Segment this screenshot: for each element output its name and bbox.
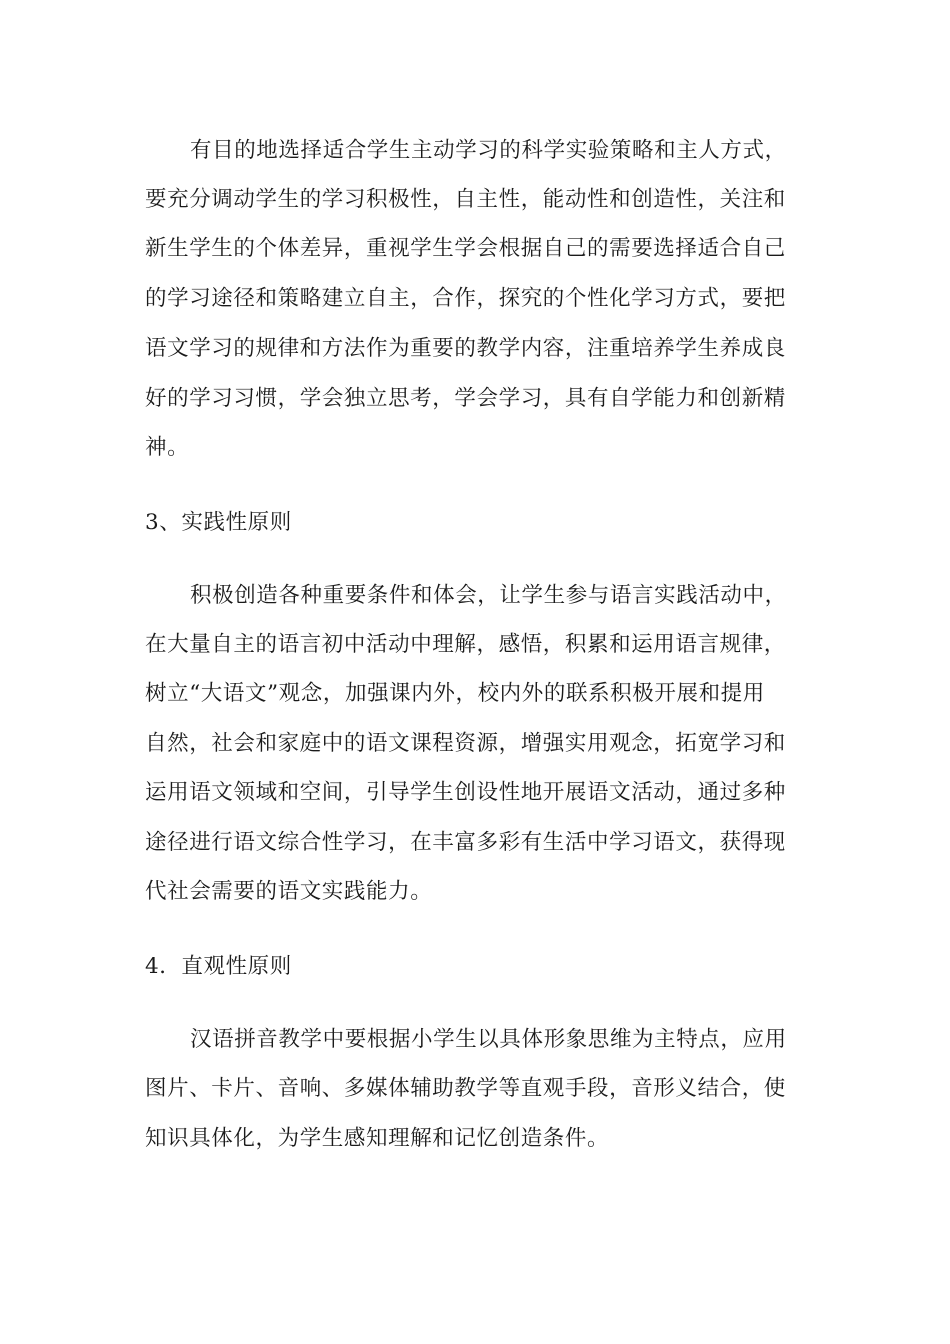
text-line: 树立“大语文”观念，加强课内外，校内外的联系积极开展和提用 (145, 681, 765, 706)
text-line: 代社会需要的语文实践能力。 (145, 879, 433, 904)
section-heading-intuitive: 4．直观性原则 (145, 954, 292, 979)
text-line: 要充分调动学生的学习积极性，自主性，能动性和创造性，关注和 (145, 187, 786, 212)
text-line: 运用语文领域和空间，引导学生创设性地开展语文活动，通过多种 (145, 780, 786, 805)
text-line: 新生学生的个体差异，重视学生学会根据自己的需要选择适合自己 (145, 236, 786, 261)
text-line: 图片、卡片、音响、多媒体辅助教学等直观手段，音形义结合，使 (145, 1076, 786, 1101)
text-line: 汉语拼音教学中要根据小学生以具体形象思维为主特点，应用 (190, 1027, 787, 1052)
text-line: 好的学习习惯，学会独立思考，学会学习，具有自学能力和创新精 (145, 386, 786, 411)
text-line: 有目的地选择适合学生主动学习的科学实验策略和主人方式， (190, 138, 787, 163)
text-line: 在大量自主的语言初中活动中理解，感悟，积累和运用语言规律， (145, 632, 786, 657)
text-line: 知识具体化，为学生感知理解和记忆创造条件。 (145, 1126, 610, 1151)
section-heading-practice: 3、实践性原则 (145, 510, 292, 535)
text-line: 神。 (145, 435, 190, 460)
text-line: 途径进行语文综合性学习，在丰富多彩有生活中学习语文，获得现 (145, 830, 786, 855)
text-line: 的学习途径和策略建立自主，合作，探究的个性化学习方式，要把 (145, 286, 786, 311)
text-line: 积极创造各种重要条件和体会，让学生参与语言实践活动中， (190, 583, 787, 608)
text-line: 语文学习的规律和方法作为重要的教学内容，注重培养学生养成良 (145, 336, 786, 361)
text-line: 自然，社会和家庭中的语文课程资源，增强实用观念，拓宽学习和 (145, 731, 786, 756)
